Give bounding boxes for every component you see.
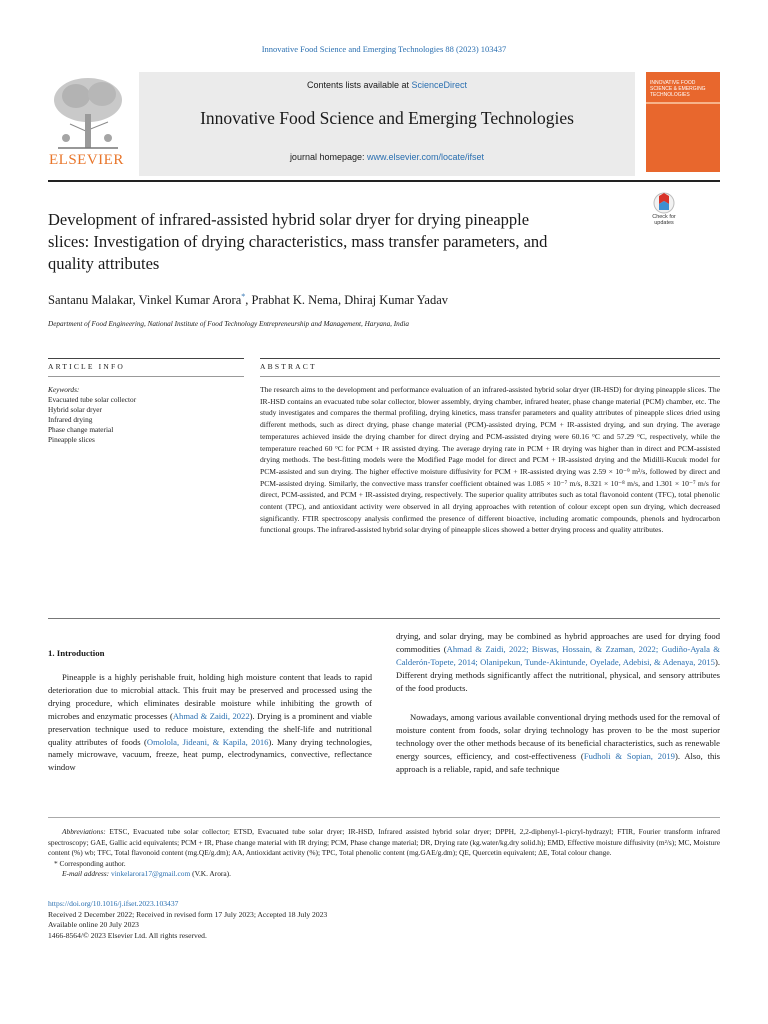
crossmark-label [646,214,682,226]
corresponding-author-note: * Corresponding author. [54,858,126,868]
article-info-heading: ARTICLE INFO [48,362,125,371]
crossmark-text: Check for [652,214,676,220]
keyword-item: Infrared drying [48,415,93,424]
abbreviations-footnote [48,827,720,859]
abstract-rule [260,358,720,359]
online-date: Available online 20 July 2023 [48,920,139,930]
running-header[interactable]: Innovative Food Science and Emerging Technologies 88 (2023) 103437 [261,44,507,54]
contents-prefix: Contents lists available at [306,80,412,90]
intro-text: Nowadays, among various available conventional drying methods used for the removal of moisture content from foods, solar drying technology has proven to be the most superior technology over the other methods because of its beneficial characteristics, such as renewable energy sources, efficiency, and cost-effectiveness ( [396,712,720,761]
citation-link[interactable]: Ahmad & Zaidi, 2022; Biswas, Hossain, & Zzaman, 2022; Gudiño-Ayala & Calderón-Topete, 2014; Olanipekun, Tunde-Akintunde, Oyelade, Adebisi, & Adenaya, 2015 [396,643,720,667]
abstract-bottom-rule [48,618,720,619]
email-link[interactable]: vinkelarora17@gmail.com [111,869,191,878]
email-footnote [48,869,720,880]
intro-text: Pineapple is a highly perishable fruit, holding high moisture content that leads to rapid deterioration due to microbial attack. This fruit may be preserved and processed using the drying procedure, which eliminates desirable moisture while inhibiting the growth of microbes and enzymatic processes ( [48,672,372,721]
publication-info [48,899,327,941]
homepage-line [139,152,635,162]
crossmark-text: updates [654,220,674,226]
article-title [48,209,628,275]
keyword-item: Evacuated tube solar collector [48,395,137,404]
email-label: E-mail address: [62,869,111,878]
journal-cover-thumbnail[interactable] [646,72,720,172]
intro-text: ). Different drying methods significantly affect the nutritional, physical, and sensory attributes of the food products. [396,656,720,693]
article-info-subrule [48,376,244,377]
article-info-rule [48,358,244,359]
abstract-subrule [260,376,720,377]
abstract-text: The research aims to the development and performance evaluation of an infrared-assisted hybrid solar dryer (IR-HSD) for drying pineapple slices. The IR-HSD contains an evacuated tube solar collector, blower assembly, drying chamber, infrared heater, phase change material (PCM) chamber, etc. The study investigates and compares the thermal profiling, drying kinetics, mass transfer parameters and quality attributes of pineapple slices dried using different methods, such as direct drying, phase change material (PCM)-assisted drying, PCM + IR-assisted drying, and sun drying. The average temperatures achieved inside the drying chamber for direct drying and PCM-assisted drying were 60.16 °C and 57.29 °C, respectively, while the temperature reached 60 °C for PCM + IR assisted drying. The average drying rate in PCM + IR drying was higher than in direct and PCM-assisted drying methods. The best-fitting models were the Modified Page model for direct and PCM + IR-assisted drying and the Midilli-Kucuk model for PCM-assisted and sun drying. The higher effective moisture diffusivity for PCM + IR-assisted drying was 2.59 × 10⁻⁹ m²/s, followed by direct and PCM-assisted drying. Similarly, the convective mass transfer coefficient obtained was 1.085 × 10⁻⁷ m/s, 8.321 × 10⁻⁸ m/s, and 1.301 × 10⁻⁷ m/s for direct, PCM-assisted, and PCM + IR-assisted drying, respectively. The superior quality attributes such as total flavonoid content (TFC), total phenolic content (TPC), and antioxidant activity were observed in all drying approaches with retention of colour except open sun drying, which decreased significantly. FTIR spectroscopy analysis confirmed the presence of different bioactive, including aromatic compounds, phenols and hydrocarbon functional groups. The infrared-assisted hybrid solar drying of pineapple slices showed a better drying process and quality attributes. [260,385,720,535]
doi-link[interactable]: https://doi.org/10.1016/j.ifset.2023.103437 [48,899,179,908]
masthead-divider [48,180,720,182]
keyword-item: Hybrid solar dryer [48,405,102,414]
intro-text: ). Also, this approach is a reliable, rapid, and safe technique [396,750,720,774]
elsevier-tree-logo [48,74,128,170]
article-title-line: Development of infrared-assisted hybrid solar dryer for drying pineapple [48,210,530,229]
journal-title: Innovative Food Science and Emerging Technologies [200,108,574,128]
copyright-line: 1466-8564/© 2023 Elsevier Ltd. All rights reserved. [48,930,207,940]
keyword-item: Phase change material [48,425,114,434]
footnote-rule [48,817,720,818]
received-dates: Received 2 December 2022; Received in revised form 17 July 2023; Accepted 18 July 2023 [48,909,328,919]
affiliation: Department of Food Engineering, National Institute of Food Technology Entrepreneurship and Management, Haryana, India [48,320,409,328]
article-title-line: quality attributes [48,254,160,273]
introduction-heading: 1. Introduction [48,648,105,658]
cover-band [646,102,720,104]
intro-text: ). Drying is a prominent and viable preservation technique used to reduce moisture, extending the shelf-life and nutritional quality attributes of foods ( [48,710,372,747]
homepage-link[interactable]: www.elsevier.com/locate/ifset [367,152,485,162]
publisher-name: ELSEVIER [49,152,124,168]
authors-first: Santanu Malakar, Vinkel Kumar Arora [48,293,242,308]
author-list [48,292,448,308]
intro-right-paragraph-2 [396,711,720,776]
sciencedirect-link[interactable]: ScienceDirect [411,80,468,90]
journal-masthead [48,72,720,176]
footnotes [48,827,720,880]
abbreviations-text: ETSC, Evacuated tube solar collector; ETSD, Evacuated tube solar dryer; IR-HSD, Infrared assisted hybrid solar dryer; DPPH, 2,2-diphenyl-1-picryl-hydrazyl; FTIR, Fourier transform infrared spectroscopy; GAE, Gallic acid equivalents; PCM + IR, Phase change material with IR drying; PCM, Phase change material; DR, Drying rate (kg.water/kg.dry solid.h); EMD, Effective moisture diffusivity (m²/s); MC, Moisture content (%) wb; TFC, Total flavonoid content (mg.QE/g.dm); AA, Antioxidant activity (%); TPC, Total phenolic content (mg.GAE/g.dm); QE, Quercetin equivalent; ΔE, Total colour change. [48,827,720,857]
abstract-heading: ABSTRACT [260,362,317,371]
crossmark-icon [646,192,682,214]
cover-title: INNOVATIVE FOOD SCIENCE & EMERGING TECHNOLOGIES [650,80,706,98]
keyword-item: Pineapple slices [48,435,95,444]
citation-link[interactable]: Ahmad & Zaidi, 2022 [172,710,250,721]
abbreviations-label: Abbreviations: [62,827,106,836]
corresponding-author-mark[interactable]: * [241,292,246,301]
citation-link[interactable]: Fudholi & Sopian, 2019 [583,750,675,761]
intro-right-paragraph-1 [396,630,720,695]
masthead-banner [139,72,635,176]
intro-text: ). Many drying technologies, namely microwave, vacuum, freeze, heat pump, electrodynamics, convective, reflectance window [48,736,373,773]
email-suffix: (V.K. Arora). [190,869,231,878]
intro-left-paragraph [48,671,372,774]
keywords-label: Keywords: [48,385,80,394]
authors-rest: , Prabhat K. Nema, Dhiraj Kumar Yadav [245,293,448,308]
article-title-line: slices: Investigation of drying characteristics, mass transfer parameters, and [48,232,548,251]
intro-text: drying, and solar drying, may be combined as hybrid approaches are used for drying food commodities ( [396,631,720,654]
check-for-updates-button[interactable] [646,192,682,236]
keywords-block [48,385,244,445]
homepage-prefix: journal homepage: [289,152,367,162]
citation-link[interactable]: Omolola, Jideani, & Kapila, 2016 [146,736,269,747]
contents-line [139,80,635,90]
